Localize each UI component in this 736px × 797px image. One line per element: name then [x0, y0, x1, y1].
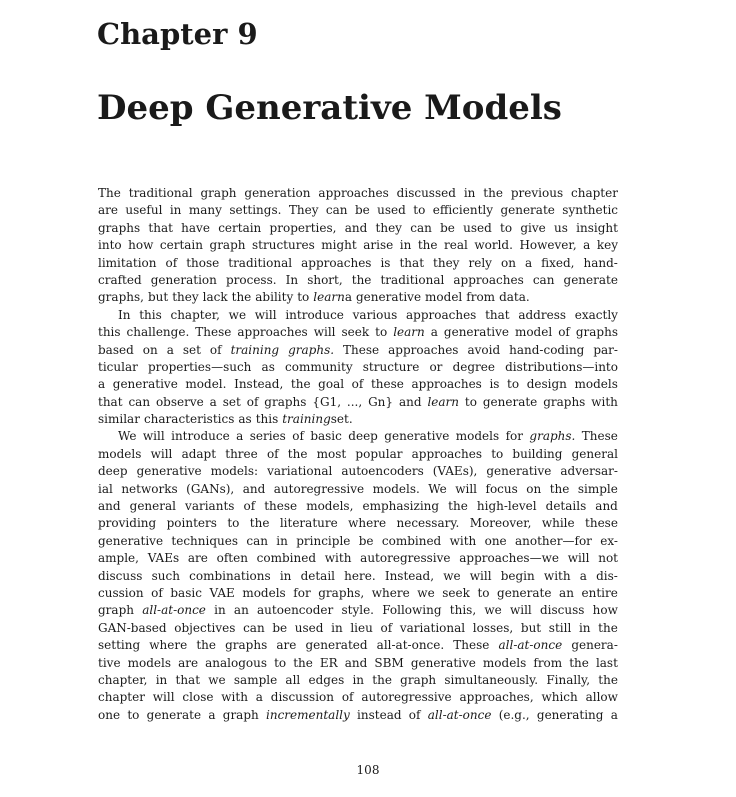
text-line: ial networks (GANs), and autoregressive models. We will focus on the simple — [98, 481, 618, 496]
text-line: tive models are analogous to the ER and SBM generative models from the last — [98, 655, 618, 670]
text-line: and general variants of these models, emphasizing the high-level details and — [98, 499, 618, 514]
text-line: The traditional graph generation approaches discussed in the previous chapter — [98, 186, 618, 200]
text-line: crafted generation process. In short, the traditional approaches can generate — [98, 272, 618, 287]
text-line: ticular properties—such as community structure or degree distributions—into — [98, 359, 618, 374]
chapter-body-text — [98, 185, 618, 724]
text-line: similar characteristics as this training set. — [98, 412, 353, 427]
text-line: based on a set of training graphs. These approaches avoid hand-coding par- — [98, 342, 618, 357]
text-line: are useful in many settings. They can be used to efficiently generate synthetic — [98, 203, 618, 218]
text-line: that can observe a set of graphs {G1, ..., Gn} and learn to generate graphs with — [98, 394, 618, 409]
text-line: setting where the graphs are generated all-at-once. These all-at-once genera- — [98, 638, 618, 653]
text-line: a generative model. Instead, the goal of these approaches is to design models — [98, 377, 618, 392]
text-line: graph all-at-once in an autoencoder style. Following this, we will discuss how — [98, 603, 618, 618]
chapter-label: Chapter 9 — [97, 17, 258, 51]
text-line: cussion of basic VAE models for graphs, where we seek to generate an entire — [98, 585, 618, 600]
text-line: generative techniques can in principle be combined with one another—for ex- — [98, 533, 618, 548]
text-line: one to generate a graph incrementally instead of all-at-once (e.g., generating a — [98, 707, 618, 722]
text-line: limitation of those traditional approaches is that they rely on a fixed, hand- — [98, 255, 618, 270]
chapter-title: Deep Generative Models — [97, 88, 562, 128]
text-line: into how certain graph structures might arise in the real world. However, a key — [98, 238, 618, 253]
text-line: chapter will close with a discussion of autoregressive approaches, which allow — [98, 690, 618, 705]
page-number: 108 — [356, 763, 380, 777]
text-line: ample, VAEs are often combined with autoregressive approaches—we will not — [98, 551, 618, 566]
text-line: discuss such combinations in detail here. Instead, we will begin with a dis- — [98, 568, 618, 583]
text-line: In this chapter, we will introduce various approaches that address exactly — [118, 307, 618, 322]
text-line: this challenge. These approaches will seek to learn a generative model of graphs — [98, 325, 618, 340]
text-line: deep generative models: variational autoencoders (VAEs), generative adversar- — [98, 464, 618, 479]
text-line: GAN-based objectives can be used in lieu of variational losses, but still in the — [98, 620, 618, 635]
text-line: We will introduce a series of basic deep generative models for graphs. These — [118, 429, 618, 444]
text-line: models will adapt three of the most popular approaches to building general — [98, 446, 618, 461]
text-line: graphs, but they lack the ability to learn a generative model from data. — [98, 290, 530, 305]
text-line: providing pointers to the literature where necessary. Moreover, while these — [98, 516, 618, 531]
text-line: graphs that have certain properties, and they can be used to give us insight — [98, 220, 618, 235]
text-line: chapter, in that we sample all edges in the graph simultaneously. Finally, the — [98, 672, 618, 687]
